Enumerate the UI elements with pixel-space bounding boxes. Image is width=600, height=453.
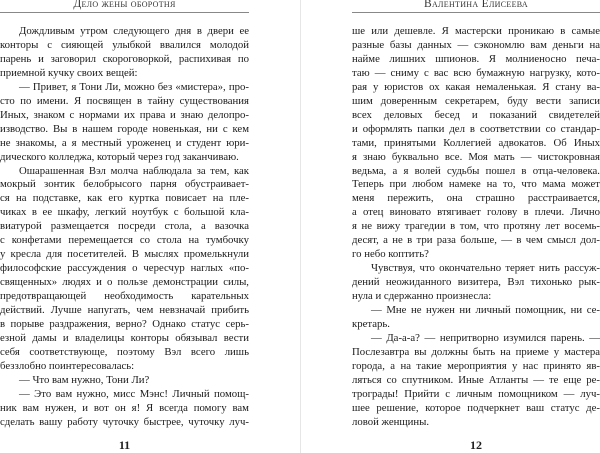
text-line: го небо коптить?: [352, 248, 429, 261]
text-line: города, а на такие мероприятия у нас принято яв-: [352, 359, 600, 372]
page-gutter-divider: [300, 0, 301, 453]
text-line: всех деловых бесед и показаний свидетелей: [352, 108, 600, 121]
text-line: не знакомы, а я местный уроженец и студент юри-: [0, 136, 249, 149]
text-line: десят, а не в три раза больше, — в чем смысл дол-: [352, 234, 600, 247]
running-head-text: Валентина Елисеева: [424, 0, 528, 10]
text-line: и оформлять папки дел в соответствии со стандар-: [352, 122, 600, 135]
text-line: нула и сдержанно произнесла:: [352, 290, 492, 303]
text-line: приемной кучку своих вещей:: [0, 66, 138, 79]
page-number: 12: [470, 438, 482, 452]
text-line: ник вам нужен, и вот он я! Я всегда помогу вам: [0, 401, 249, 414]
text-line: таю — сниму с вас всю бумажную нагрузку, кото-: [352, 66, 600, 79]
text-line: Послезавтра вы должны быть на приеме у мастера: [352, 345, 600, 358]
text-line: Чувствуя, что окончательно теряет нить рассуж-: [371, 262, 600, 275]
text-line: Дождливым утром следующего дня в двери ее: [19, 25, 249, 37]
header-rule: [352, 12, 600, 13]
text-line: ся на подставке, как его куртка повисает на пле-: [0, 192, 249, 205]
right-page: [352, 0, 600, 453]
header-rule: [0, 12, 249, 13]
text-line: Иных, знаком с нормами их права и знаю делопро-: [0, 108, 249, 121]
text-line: езной дамы и владелицы конторы обязывал вести: [0, 331, 249, 344]
text-line: ведьма, а я волей судьбы пошел в отца-человека.: [352, 164, 600, 177]
text-line: шим доверенным секретарем, буду вести записи: [352, 94, 600, 107]
text-line: сделать вашу работу чуточку быстрее, чуточку луч-: [0, 415, 249, 428]
text-line: трограды! Прийти с личным помощником — луч-: [352, 387, 600, 400]
page-number: 11: [118, 438, 131, 452]
text-line: разные базы данных — сэкономлю вам деньги на: [352, 38, 600, 51]
text-line: с конфетами перемещается со стола на тумбочку: [0, 234, 249, 247]
text-line: найме лишних шпионов. Я молниеносно печа-: [352, 52, 600, 65]
left-page-body: [0, 25, 249, 430]
text-line: священных» людях и о пользе демонстрации силы,: [0, 276, 249, 289]
text-line: мокрый зонтик белобрысого парня обустраивает-: [0, 178, 249, 191]
text-line: философские рассуждения о чересчур наглых «по-: [0, 262, 249, 275]
text-line: рая у юристов ох какая немаленькая. Я стану ва-: [352, 80, 600, 93]
text-line: дений неожиданного визитера, Вэл тихонько рык-: [352, 276, 600, 289]
text-line: — Да-а-а? — непритворно изумился парень. —: [371, 331, 600, 344]
running-head-text: Дело жены оборотня: [73, 0, 176, 10]
text-line: виатурой размещается посреди стола, а вазочка: [0, 220, 249, 233]
text-line: я знаю буквально все. Моя мать — чистокровная: [352, 150, 600, 163]
text-line: тами, принятыми Коллегией адвокатов. Об Иных: [352, 136, 600, 149]
text-line: а отец виновато втягивает голову в плечи. Лично: [352, 206, 600, 219]
text-line: Теперь при любом намеке на то, что мама может: [352, 178, 600, 191]
text-line: Ошарашенная Вэл молча наблюдала за тем, как: [19, 164, 249, 177]
running-head-author: [352, 0, 600, 11]
text-line: дического колледжа, который через год заканчиваю.: [0, 150, 239, 163]
text-line: предотвращающей необходимость карательных: [0, 290, 249, 303]
right-page-body: [352, 25, 600, 430]
text-line: я не вижу трагедии в том, что протяну лет восемь-: [352, 220, 600, 233]
text-line: — Привет, я Тони Ли, можно без «мистера», про-: [19, 80, 249, 93]
text-line: действий. Лучше напугать, чем невзначай прибить: [0, 304, 249, 317]
text-line: кретарь.: [352, 318, 390, 331]
left-page: [0, 0, 249, 453]
text-line: в порыве раздражения, верно? Однако статус серь-: [0, 318, 249, 331]
text-line: — Это вам нужно, мисс Мэнс! Личный помощ-: [19, 387, 249, 400]
text-line: шее решение, которое подчеркнет ваш статус де-: [352, 401, 600, 414]
text-line: у кресла для посетителей. В мыслях промелькнули: [0, 248, 249, 261]
text-line: ловой женщины.: [352, 415, 430, 428]
running-head-book-title: [0, 0, 249, 11]
text-line: меня пережить, она страшно расстраивается,: [352, 192, 600, 205]
text-line: ляться со спутником. Иные Атланты — те еще ре-: [352, 373, 600, 386]
text-line: ше или дешевле. Я мастерски проникаю в самые: [352, 25, 600, 37]
text-line: изводство. Вы в нашем городе новенькая, ни с кем: [0, 122, 249, 135]
text-line: беззлобно поинтересовалась:: [0, 359, 135, 372]
text-line: — Что вам нужно, Тони Ли?: [19, 373, 150, 386]
text-line: чиках в ее шкафу, легкий ноутбук с большой кла-: [0, 206, 249, 219]
text-line: парень и заговорил скороговоркой, распихивая по: [0, 52, 249, 65]
text-line: себя соответствующе, поэтому Вэл всего лишь: [0, 345, 249, 358]
text-line: конторы с сияющей улыбкой ввалился молодой: [0, 38, 249, 51]
text-line: — Мне не нужен ни личный помощник, ни се-: [371, 304, 600, 317]
text-line: сто по имени. Я посвящен в тайну существования: [0, 94, 249, 107]
